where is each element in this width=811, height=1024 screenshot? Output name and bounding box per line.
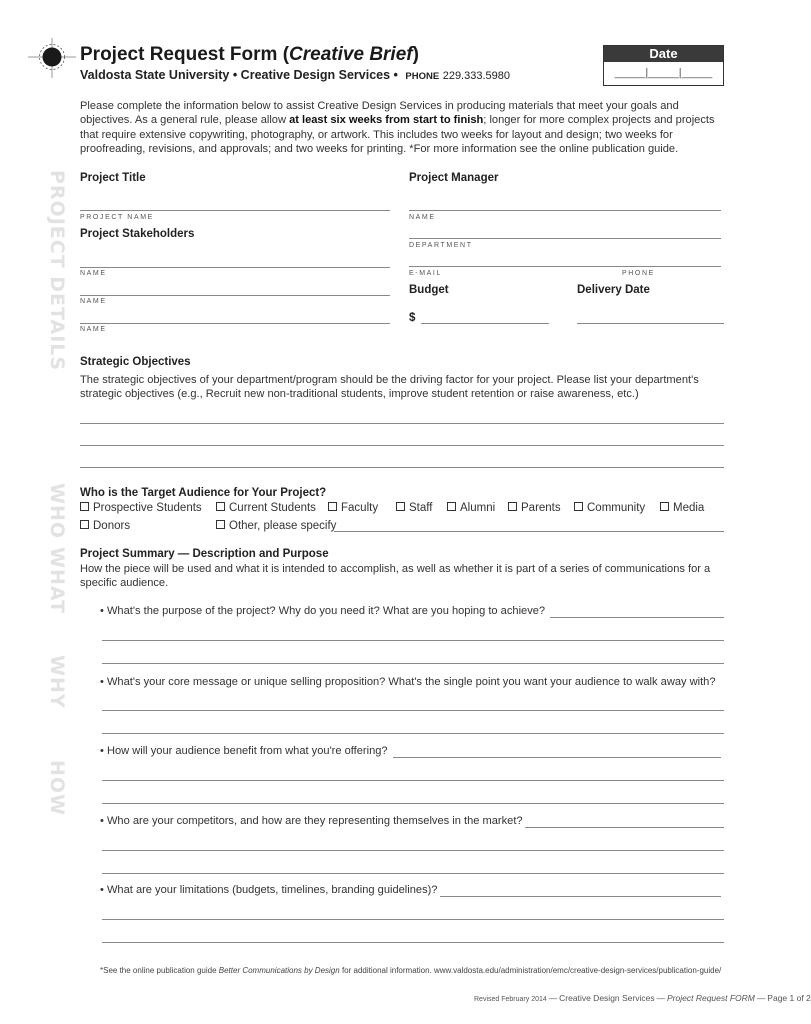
answer-benefit-line-2[interactable] bbox=[102, 803, 724, 804]
audience-donors[interactable]: Donors bbox=[80, 520, 130, 532]
side-label-project-details: PROJECT DETAILS bbox=[46, 170, 68, 372]
audience-current-students[interactable]: Current Students bbox=[216, 502, 316, 514]
stakeholders-label: Project Stakeholders bbox=[80, 228, 195, 240]
checkbox-icon bbox=[216, 502, 225, 511]
answer-purpose-inline[interactable] bbox=[550, 617, 724, 618]
summary-heading: Project Summary — Description and Purpose bbox=[80, 548, 329, 560]
side-label-why: WHY bbox=[46, 655, 68, 709]
checkbox-icon bbox=[396, 502, 405, 511]
delivery-date-label: Delivery Date bbox=[577, 284, 650, 296]
side-label-how: HOW bbox=[46, 760, 68, 817]
date-slots[interactable]: _____|_____|_____ bbox=[614, 67, 713, 79]
audience-media[interactable]: Media bbox=[660, 502, 704, 514]
date-box[interactable] bbox=[603, 45, 724, 86]
checkbox-icon bbox=[660, 502, 669, 511]
org-name: Valdosta State University • Creative Design Services • bbox=[80, 68, 398, 82]
summary-text: How the piece will be used and what it is intended to accomplish, as well as whether it is part of a series of communications for a specific audience. bbox=[80, 563, 711, 590]
project-name-field[interactable] bbox=[80, 210, 390, 211]
audience-other-field[interactable] bbox=[334, 531, 724, 532]
answer-message-line-1[interactable] bbox=[102, 710, 724, 711]
audience-prospective-students[interactable]: Prospective Students bbox=[80, 502, 202, 514]
objectives-line-3[interactable] bbox=[80, 467, 724, 468]
objectives-heading: Strategic Objectives bbox=[80, 356, 191, 368]
form-title: Project Request Form (Creative Brief) bbox=[80, 44, 419, 65]
audience-parents[interactable]: Parents bbox=[508, 502, 561, 514]
budget-label: Budget bbox=[409, 284, 449, 296]
page-footer: Revised February 2014 — Creative Design Services — Project Request FORM — Page 1 of 2 bbox=[474, 993, 811, 1003]
budget-field[interactable] bbox=[421, 323, 549, 324]
question-competitors: • Who are your competitors, and how are they representing themselves in the market? bbox=[100, 815, 523, 827]
name-caption-1: NAME bbox=[80, 270, 107, 277]
objectives-line-1[interactable] bbox=[80, 423, 724, 424]
answer-limitations-inline[interactable] bbox=[440, 896, 721, 897]
email-caption: E-MAIL bbox=[409, 270, 442, 277]
objectives-line-2[interactable] bbox=[80, 445, 724, 446]
audience-staff[interactable]: Staff bbox=[396, 502, 432, 514]
checkbox-icon bbox=[80, 520, 89, 529]
answer-limitations-line-1[interactable] bbox=[102, 919, 724, 920]
intro-text-1: Please complete the information below to assist Creative Design Services in producing materials that meet your goals and objectives. As a general rule, please allow bbox=[80, 100, 679, 127]
answer-purpose-line-2[interactable] bbox=[102, 663, 724, 664]
manager-name-field[interactable] bbox=[409, 210, 721, 211]
intro-text-2: ; longer for more complex projects and projects that require extensive copywriting, photography, or artwork. This includes two weeks for layout and design; two weeks for proofreading, revisions, and approvals; and two weeks for printing. *For more information see the online publication guide. bbox=[80, 114, 715, 156]
logo-icon bbox=[28, 38, 76, 78]
question-purpose: • What's the purpose of the project? Why do you need it? What are you hoping to achieve? bbox=[100, 605, 546, 617]
audience-heading: Who is the Target Audience for Your Project? bbox=[80, 487, 327, 499]
audience-alumni[interactable]: Alumni bbox=[447, 502, 495, 514]
question-core-message: • What's your core message or unique selling proposition? What's the single point you want your audience to walk away with? bbox=[100, 676, 716, 688]
question-limitations: • What are your limitations (budgets, timelines, branding guidelines)? bbox=[100, 884, 438, 896]
dollar-sign: $ bbox=[409, 312, 416, 324]
answer-purpose-line-1[interactable] bbox=[102, 640, 724, 641]
intro-paragraph bbox=[80, 99, 730, 157]
intro-bold: at least six weeks from start to finish bbox=[289, 114, 484, 127]
phone-caption: PHONE bbox=[622, 270, 655, 277]
checkbox-icon bbox=[216, 520, 225, 529]
answer-limitations-line-2[interactable] bbox=[102, 942, 724, 943]
answer-benefit-line-1[interactable] bbox=[102, 780, 724, 781]
answer-competitors-line-1[interactable] bbox=[102, 850, 724, 851]
title-text: Project Request Form bbox=[80, 44, 278, 65]
department-caption: DEPARTMENT bbox=[409, 242, 473, 249]
audience-community[interactable]: Community bbox=[574, 502, 645, 514]
stakeholder-name-field-1[interactable] bbox=[80, 267, 390, 268]
checkbox-icon bbox=[447, 502, 456, 511]
checkbox-icon bbox=[328, 502, 337, 511]
checkbox-icon bbox=[574, 502, 583, 511]
footer-dept: Creative Design Services bbox=[559, 993, 655, 1003]
question-benefit: • How will your audience benefit from what you're offering? bbox=[100, 745, 388, 757]
audience-other[interactable]: Other, please specify bbox=[216, 520, 336, 532]
project-title-label: Project Title bbox=[80, 172, 146, 184]
project-name-caption: PROJECT NAME bbox=[80, 214, 154, 221]
title-italic: Creative Brief bbox=[289, 44, 413, 65]
answer-competitors-line-2[interactable] bbox=[102, 873, 724, 874]
date-label: Date bbox=[604, 46, 723, 62]
checkbox-icon bbox=[508, 502, 517, 511]
answer-message-line-2[interactable] bbox=[102, 733, 724, 734]
email-phone-field[interactable] bbox=[409, 266, 721, 267]
footnote-guide-title: Better Communications by Design bbox=[218, 966, 340, 975]
objectives-text: The strategic objectives of your department/program should be the driving factor for your project. Please list your department's strategic objectives (e.g., Recruit new non-traditional students, improve student retention or raise awareness, etc.) bbox=[80, 374, 699, 401]
checkbox-icon bbox=[80, 502, 89, 511]
phone-number: 229.333.5980 bbox=[442, 70, 510, 82]
phone-label: PHONE bbox=[405, 71, 440, 82]
delivery-date-field[interactable] bbox=[577, 323, 724, 324]
footnote: *See the online publication guide Better Communications by Design for additional information. www.valdosta.edu/administration/emc/creative-design-services/publication-guide/ bbox=[100, 966, 722, 975]
stakeholder-name-field-3[interactable] bbox=[80, 323, 390, 324]
footer-revised: Revised February 2014 bbox=[474, 996, 547, 1003]
answer-benefit-inline[interactable] bbox=[393, 757, 721, 758]
name-caption-2: NAME bbox=[80, 298, 107, 305]
footer-page: Page 1 of 2 bbox=[767, 993, 811, 1003]
stakeholder-name-field-2[interactable] bbox=[80, 295, 390, 296]
side-label-who: WHO bbox=[46, 483, 68, 540]
project-manager-label: Project Manager bbox=[409, 172, 499, 184]
side-label-what: WHAT bbox=[46, 547, 68, 615]
footer-form: Project Request FORM bbox=[667, 993, 755, 1003]
manager-name-caption: NAME bbox=[409, 214, 436, 221]
form-subtitle bbox=[80, 68, 510, 82]
answer-competitors-inline[interactable] bbox=[525, 827, 724, 828]
name-caption-3: NAME bbox=[80, 326, 107, 333]
audience-faculty[interactable]: Faculty bbox=[328, 502, 378, 514]
department-field[interactable] bbox=[409, 238, 721, 239]
